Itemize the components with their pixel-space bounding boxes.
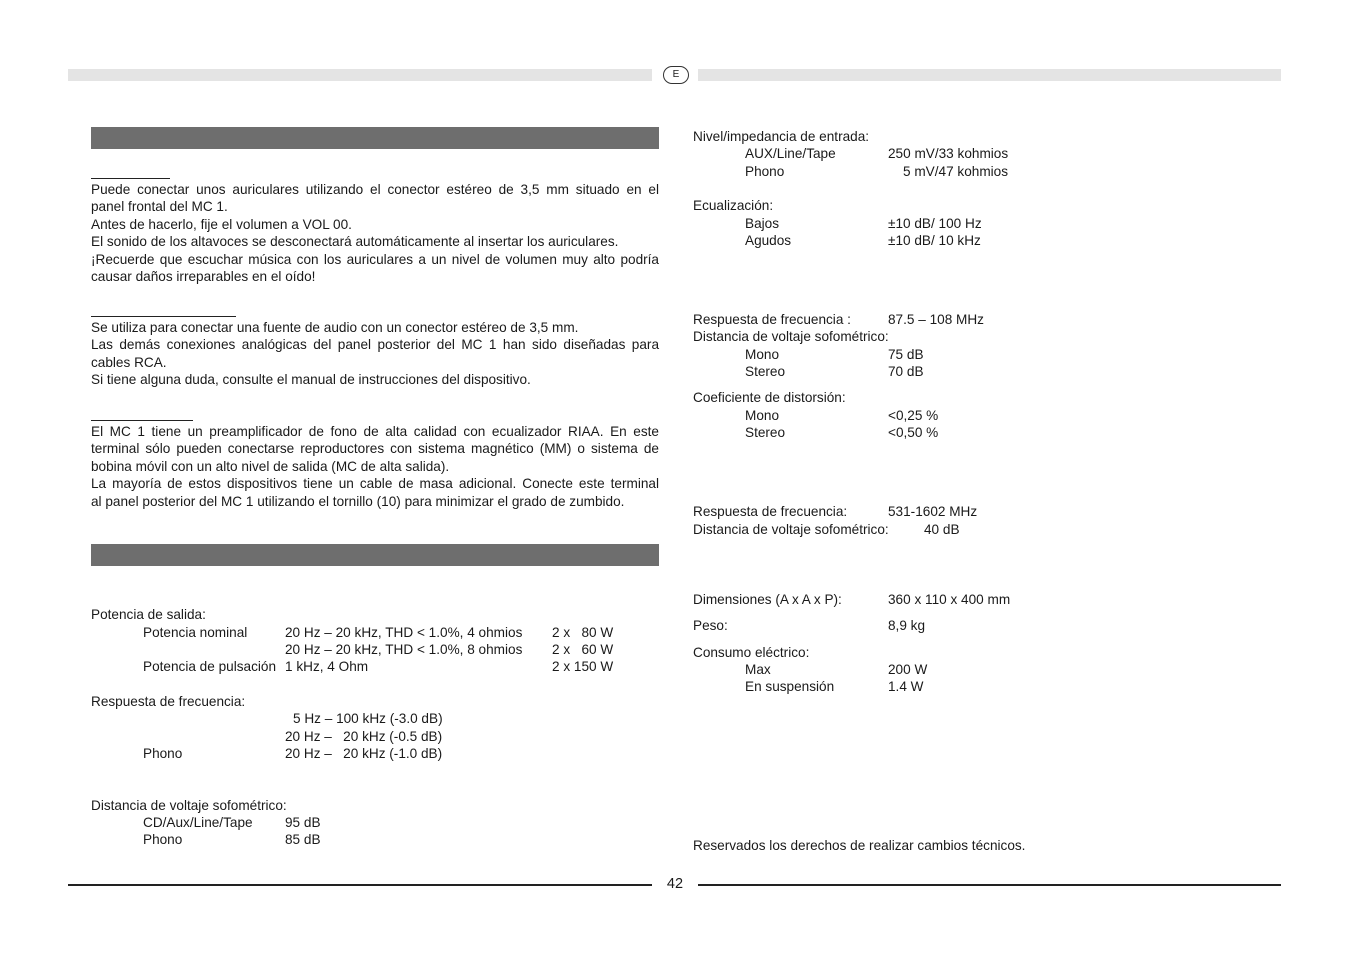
- headphones-text: [91, 181, 659, 285]
- spec-value: 20 Hz – 20 kHz, THD < 1.0%, 8 ohmios: [285, 642, 523, 657]
- spec-label: Max: [745, 662, 771, 677]
- spec-label: Nivel/impedancia de entrada:: [693, 129, 870, 144]
- spec-label: Potencia de pulsación: [143, 659, 277, 674]
- heading-underline-phono: [91, 420, 193, 421]
- text-line: El sonido de los altavoces se desconectará automáticamente al insertar los auriculares.: [91, 234, 619, 250]
- spec-value: 85 dB: [285, 832, 321, 847]
- spec-value: <0,50 %: [888, 425, 939, 440]
- footer-line-left: [68, 884, 652, 886]
- spec-value: 2 x 150 W: [552, 659, 614, 674]
- text-line: La mayoría de estos dispositivos tiene un cable de masa adicional. Conecte este terminal: [91, 476, 659, 492]
- spec-value: 1.4 W: [888, 679, 924, 694]
- spec-label: Dimensiones (A x A x P):: [693, 592, 842, 607]
- spec-label: Phono: [143, 746, 183, 761]
- phono-text: [91, 423, 659, 510]
- spec-value: 20 Hz – 20 kHz (-1.0 dB): [285, 746, 443, 761]
- text-line: panel frontal del MC 1.: [91, 199, 228, 215]
- spec-label: Distancia de voltaje sofométrico:: [693, 329, 889, 344]
- text-line: Si tiene alguna duda, consulte el manual de instrucciones del dispositivo.: [91, 372, 531, 388]
- heading-underline-aux: [91, 316, 236, 317]
- spec-label: Ecualización:: [693, 198, 774, 213]
- spec-label: Potencia nominal: [143, 625, 248, 640]
- spec-label: Distancia de voltaje sofométrico:: [91, 798, 287, 813]
- text-line: Puede conectar unos auriculares utilizando el conector estéreo de 3,5 mm situado en el: [91, 182, 659, 197]
- spec-label: Potencia de salida:: [91, 607, 206, 622]
- section-bar-specs: [91, 544, 659, 566]
- spec-value: 20 Hz – 20 kHz (-0.5 dB): [285, 729, 443, 744]
- spec-value: 8,9 kg: [888, 618, 926, 633]
- text-line: Antes de hacerlo, fije el volumen a VOL 00.: [91, 216, 352, 232]
- spec-value: 1 kHz, 4 Ohm: [285, 659, 369, 674]
- spec-value: ±10 dB/ 10 kHz: [888, 233, 981, 248]
- text-line: Se utiliza para conectar una fuente de audio con un conector estéreo de 3,5 mm.: [91, 320, 579, 335]
- spec-value: 70 dB: [888, 364, 924, 379]
- spec-value: ±10 dB/ 100 Hz: [888, 216, 982, 231]
- spec-label: En suspensión: [745, 679, 835, 694]
- footer-note: Reservados los derechos de realizar cambios técnicos.: [693, 838, 1026, 853]
- spec-label: CD/Aux/Line/Tape: [143, 815, 253, 830]
- page-number: 42: [666, 876, 684, 892]
- spec-label: Distancia de voltaje sofométrico:: [693, 522, 889, 537]
- text-line: ¡Recuerde que escuchar música con los auriculares a un nivel de volumen muy alto podría: [91, 251, 659, 267]
- footer-line-right: [698, 884, 1281, 886]
- header-bar-left: [68, 69, 652, 81]
- text-line: terminal sólo pueden conectarse reproductores con sistema magnético (MM) o sistema de: [91, 441, 659, 457]
- spec-label: Phono: [143, 832, 183, 847]
- spec-value: 2 x 80 W: [552, 625, 614, 640]
- spec-value: 531-1602 MHz: [888, 504, 978, 519]
- text-line: cables RCA.: [91, 354, 167, 370]
- spec-label: Agudos: [745, 233, 792, 248]
- spec-value: 2 x 60 W: [552, 642, 614, 657]
- spec-value: 20 Hz – 20 kHz, THD < 1.0%, 4 ohmios: [285, 625, 523, 640]
- text-line: Las demás conexiones analógicas del panel posterior del MC 1 han sido diseñadas para: [91, 337, 659, 353]
- spec-label: Consumo eléctrico:: [693, 645, 810, 660]
- text-line: al panel posterior del MC 1 utilizando el tornillo (10) para minimizar el grado de zumbido.: [91, 493, 625, 509]
- section-bar-connections: [91, 127, 659, 149]
- spec-label: Mono: [745, 347, 780, 362]
- spec-label: AUX/Line/Tape: [745, 146, 836, 161]
- spec-value: 360 x 110 x 400 mm: [888, 592, 1011, 607]
- heading-underline-headphones: [91, 178, 170, 179]
- spec-label: Bajos: [745, 216, 780, 231]
- spec-label: Stereo: [745, 425, 786, 440]
- header-bar-right: [698, 69, 1281, 81]
- text-line: causar daños irreparables en el oído!: [91, 269, 316, 285]
- spec-value: 5 Hz – 100 kHz (-3.0 dB): [293, 711, 443, 726]
- spec-value: 5 mV/47 kohmios: [903, 164, 1009, 179]
- spec-value: 95 dB: [285, 815, 321, 830]
- spec-label: Stereo: [745, 364, 786, 379]
- text-line: El MC 1 tiene un preamplificador de fono de alta calidad con ecualizador RIAA. En este: [91, 424, 659, 439]
- spec-value: <0,25 %: [888, 408, 939, 423]
- spec-value: 200 W: [888, 662, 928, 677]
- spec-label: Respuesta de frecuencia:: [693, 504, 848, 519]
- spec-label: Respuesta de frecuencia :: [693, 312, 851, 327]
- spec-value: 87.5 – 108 MHz: [888, 312, 984, 327]
- spec-value: 40 dB: [924, 522, 960, 537]
- text-line: bobina móvil con un alto nivel de salida (MC de alta salida).: [91, 458, 450, 474]
- spec-label: Phono: [745, 164, 785, 179]
- spec-value: 250 mV/33 kohmios: [888, 146, 1009, 161]
- aux-text: [91, 319, 659, 389]
- spec-label: Respuesta de frecuencia:: [91, 694, 246, 709]
- spec-value: 75 dB: [888, 347, 924, 362]
- spec-label: Peso:: [693, 618, 728, 633]
- spec-label: Coeficiente de distorsión:: [693, 390, 846, 405]
- language-badge: E: [663, 66, 689, 84]
- spec-label: Mono: [745, 408, 780, 423]
